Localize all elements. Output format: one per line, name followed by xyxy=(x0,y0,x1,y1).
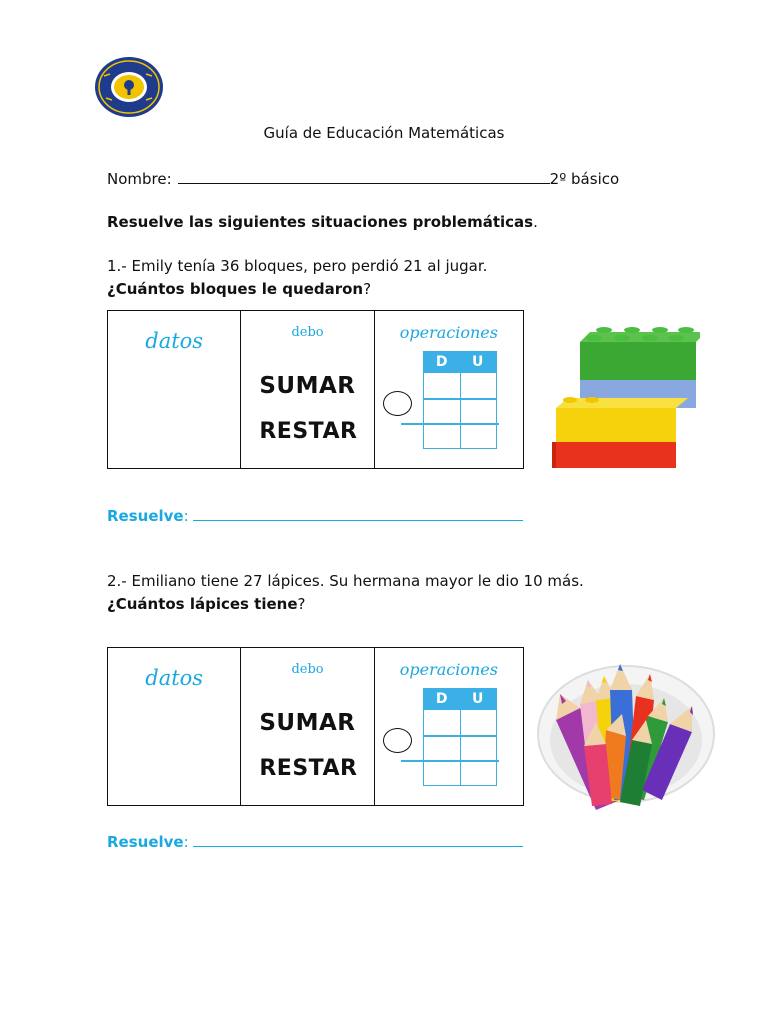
problem-1-question xyxy=(107,280,371,298)
instruction-text: Resuelve las siguientes situaciones problemáticas xyxy=(107,213,534,231)
debo-cell xyxy=(241,311,374,468)
problem-2-resuelve: Resuelve: xyxy=(107,833,523,851)
problem-2-work-table xyxy=(107,647,524,806)
grade-label: 2º básico xyxy=(549,170,620,188)
problem-1-work-table xyxy=(107,310,524,469)
decenas-header: D xyxy=(435,691,448,707)
du-divider xyxy=(460,689,462,785)
name-field[interactable] xyxy=(178,170,550,184)
du-place-value-grid[interactable] xyxy=(423,688,497,786)
page-title: Guía de Educación Matemáticas xyxy=(263,124,505,142)
du-row-line xyxy=(424,735,496,737)
problem-2-answer-field[interactable] xyxy=(193,833,523,847)
unidades-header: U xyxy=(472,354,484,370)
operaciones-cell xyxy=(375,648,523,805)
datos-label: datos xyxy=(145,666,204,690)
instruction xyxy=(107,213,538,231)
problem-1-answer-field[interactable] xyxy=(193,507,523,521)
problem-2-question-text: ¿Cuántos lápices tiene xyxy=(107,595,298,613)
datos-label: datos xyxy=(145,329,204,353)
colored-pencils-image xyxy=(536,660,716,810)
datos-cell[interactable] xyxy=(108,648,241,805)
lego-blocks-image xyxy=(552,318,700,470)
restar-option[interactable]: RESTAR xyxy=(259,419,358,444)
du-divider xyxy=(460,352,462,448)
problem-2-text: 2.- Emiliano tiene 27 lápices. Su hermana mayor le dio 10 más. xyxy=(107,572,584,590)
du-result-line xyxy=(401,760,499,762)
school-logo xyxy=(94,56,164,118)
name-line xyxy=(107,170,619,188)
operaciones-label: operaciones xyxy=(399,660,498,679)
unidades-header: U xyxy=(472,691,484,707)
restar-option[interactable]: RESTAR xyxy=(259,756,358,781)
problem-1-question-text: ¿Cuántos bloques le quedaron xyxy=(107,280,364,298)
sumar-option[interactable]: SUMAR xyxy=(259,373,356,399)
du-result-line xyxy=(401,423,499,425)
du-place-value-grid[interactable] xyxy=(423,351,497,449)
operator-circle[interactable] xyxy=(383,728,412,753)
operator-circle[interactable] xyxy=(383,391,412,416)
debo-cell xyxy=(241,648,374,805)
debo-label: debo xyxy=(291,662,324,677)
problem-1-text: 1.- Emily tenía 36 bloques, pero perdió 21 al jugar. xyxy=(107,257,488,275)
resuelve-label: Resuelve xyxy=(107,833,184,851)
problem-1-resuelve: Resuelve: xyxy=(107,507,523,525)
du-row-line xyxy=(424,398,496,400)
instruction-period: . xyxy=(533,213,538,231)
operaciones-label: operaciones xyxy=(399,323,498,342)
problem-1-question-mark: ? xyxy=(363,280,372,298)
problem-2-question-mark: ? xyxy=(297,595,306,613)
resuelve-label: Resuelve xyxy=(107,507,184,525)
datos-cell[interactable] xyxy=(108,311,241,468)
operaciones-cell xyxy=(375,311,523,468)
name-label: Nombre: xyxy=(107,170,172,188)
decenas-header: D xyxy=(435,354,448,370)
problem-2-question xyxy=(107,595,305,613)
sumar-option[interactable]: SUMAR xyxy=(259,710,356,736)
debo-label: debo xyxy=(291,325,324,340)
